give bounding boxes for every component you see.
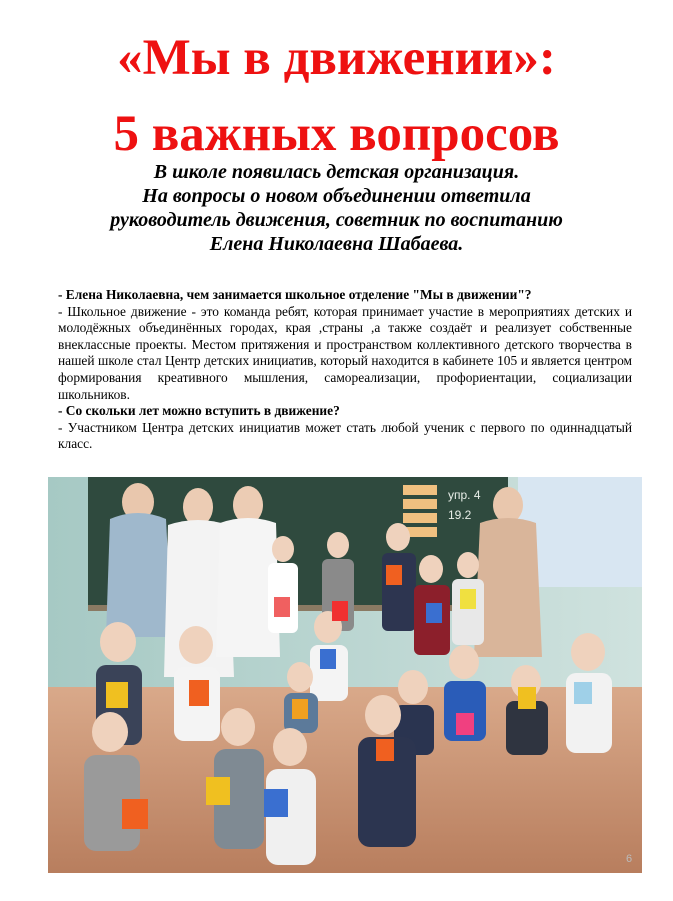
board-text-1: упр. 4 xyxy=(448,488,481,502)
lead-line-4: Елена Николаевна Шабаева. xyxy=(209,233,464,255)
answer-2: - Участником Центра детских инициатив может стать любой ученик с первого по одиннадцатый класс. xyxy=(58,419,632,452)
lead-line-2: На вопросы о новом объединении ответила xyxy=(142,185,531,207)
interview-text xyxy=(58,287,632,453)
board-text-2: 19.2 xyxy=(448,508,472,522)
page-number: 6 xyxy=(626,853,633,865)
question-1: - Елена Николаевна, чем занимается школьное отделение "Мы в движении"? xyxy=(58,287,532,302)
lead-line-3: руководитель движения, советник по воспитанию xyxy=(110,209,563,231)
headline-line-1: «Мы в движении»: xyxy=(117,30,556,86)
question-2: - Со скольки лет можно вступить в движение? xyxy=(58,403,340,419)
group-photo xyxy=(48,477,642,873)
answer-1: - Школьное движение - это команда ребят, которая принимает участие в мероприятиях детских и молодёжных объединённых городах, края ,страны ,а также создаёт и реализует собственные внеклассные проекты. Местом притяжения и пространством коллективного детского творчества в нашей школе стал Центр детских инициатив, который находится в кабинете 105 и является центром формирования креативного мышления, самореализации, профориентации, социализации школьников. xyxy=(58,303,632,402)
lead-paragraph xyxy=(0,160,673,256)
lead-line-1: В школе появилась детская организация. xyxy=(153,161,520,183)
headline-line-2: 5 важных вопросов xyxy=(113,106,560,162)
